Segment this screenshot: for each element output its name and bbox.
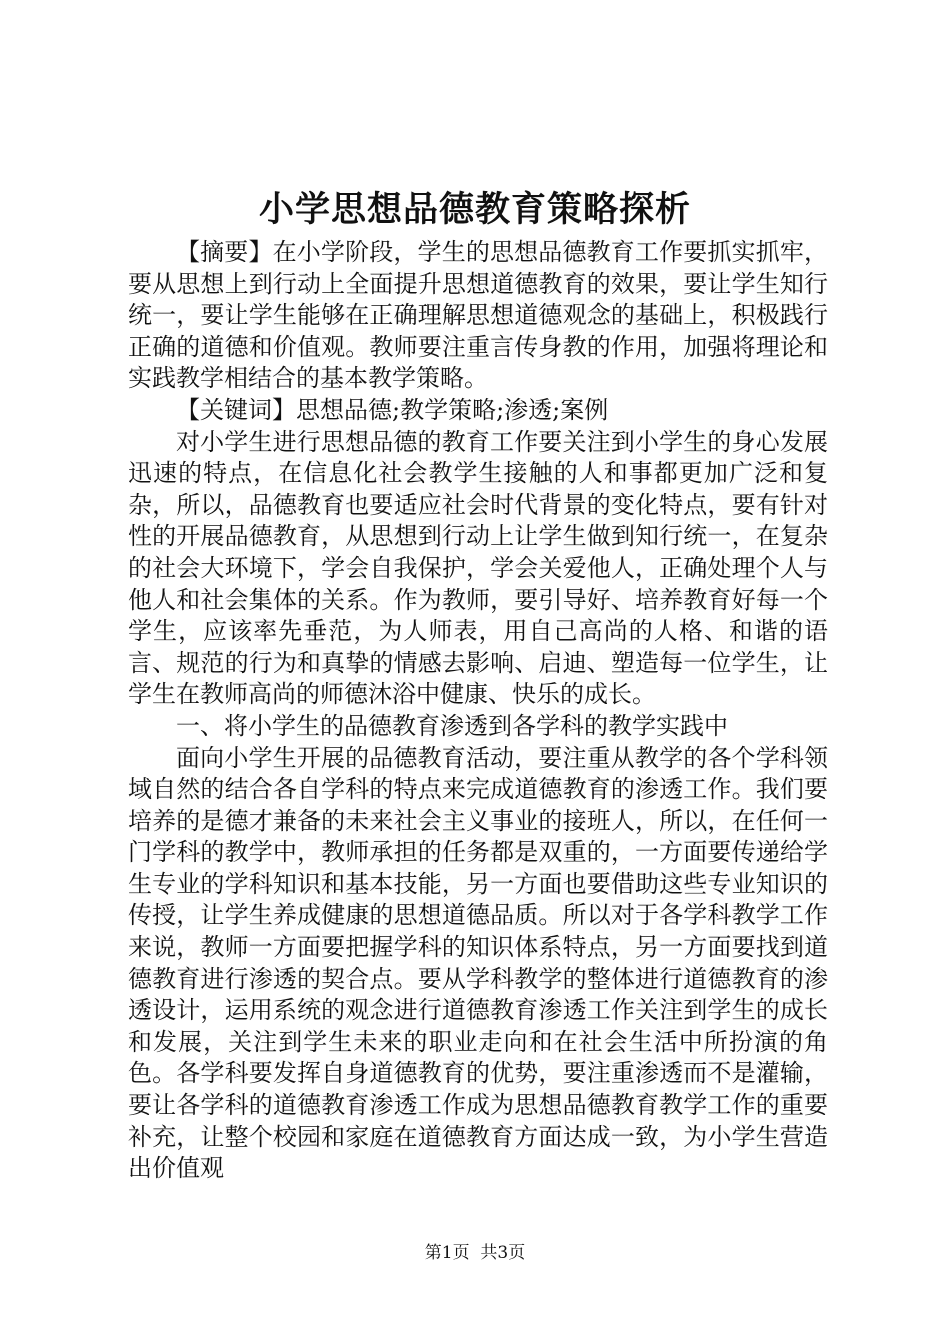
document-title: 小学思想品德教育策略探析: [258, 189, 691, 230]
keywords-paragraph: 【关键词】思想品德;教学策略;渗透;案例: [176, 395, 609, 424]
abstract-paragraph: 【摘要】在小学阶段，学生的思想品德教育工作要抓实抓牢，要从思想上到行动上全面提升思想道德教育的效果，要让学生知行统一，要让学生能够在正确理解思想道德观念的基础上，积极践行正确的道德和价值观。教师要注重言传身教的作用，加强将理论和实践教学相结合的基本教学策略。: [128, 238, 828, 393]
page-footer: [0, 1241, 950, 1265]
intro-paragraph: 对小学生进行思想品德的教育工作要关注到小学生的身心发展迅速的特点，在信息化社会教学生接触的人和事都更加广泛和复杂，所以，品德教育也要适应社会时代背景的变化特点，要有针对性的开展品德教育，从思想到行动上让学生做到知行统一，在复杂的社会大环境下，学会自我保护，学会关爱他人，正确处理个人与他人和社会集体的关系。作为教师，要引导好、培养教育好每一个学生，应该率先垂范，为人师表，用自己高尚的人格、和谐的语言、规范的行为和真挚的情感去影响、启迪、塑造每一位学生，让学生在教师高尚的师德沐浴中健康、快乐的成长。: [128, 427, 828, 709]
page-total: 共3页: [480, 1243, 526, 1263]
document-body: [128, 237, 828, 1185]
section-paragraph: 面向小学生开展的品德教育活动，要注重从教学的各个学科领域自然的结合各自学科的特点来完成道德教育的渗透工作。我们要培养的是德才兼备的未来社会主义事业的接班人，所以，在任何一门学科的教学中，教师承担的任务都是双重的，一方面要传递给学生专业的学科知识和基本技能，另一方面也要借助这些专业知识的传授，让学生养成健康的思想道德品质。所以对于各学科教学工作来说，教师一方面要把握学科的知识体系特点，另一方面要找到道德教育进行渗透的契合点。要从学科教学的整体进行道德教育的渗透设计，运用系统的观念进行道德教育渗透工作关注到学生的成长和发展，关注到学生未来的职业走向和在社会生活中所扮演的角色。各学科要发挥自身道德教育的优势，要注重渗透而不是灌输，要让各学科的道德教育渗透工作成为思想品德教育教学工作的重要补充，让整个校园和家庭在道德教育方面达成一致，为小学生营造出价值观: [128, 743, 828, 1183]
section-heading: 一、将小学生的品德教育渗透到各学科的教学实践中: [176, 711, 728, 740]
page-number: 第1页: [424, 1243, 470, 1263]
